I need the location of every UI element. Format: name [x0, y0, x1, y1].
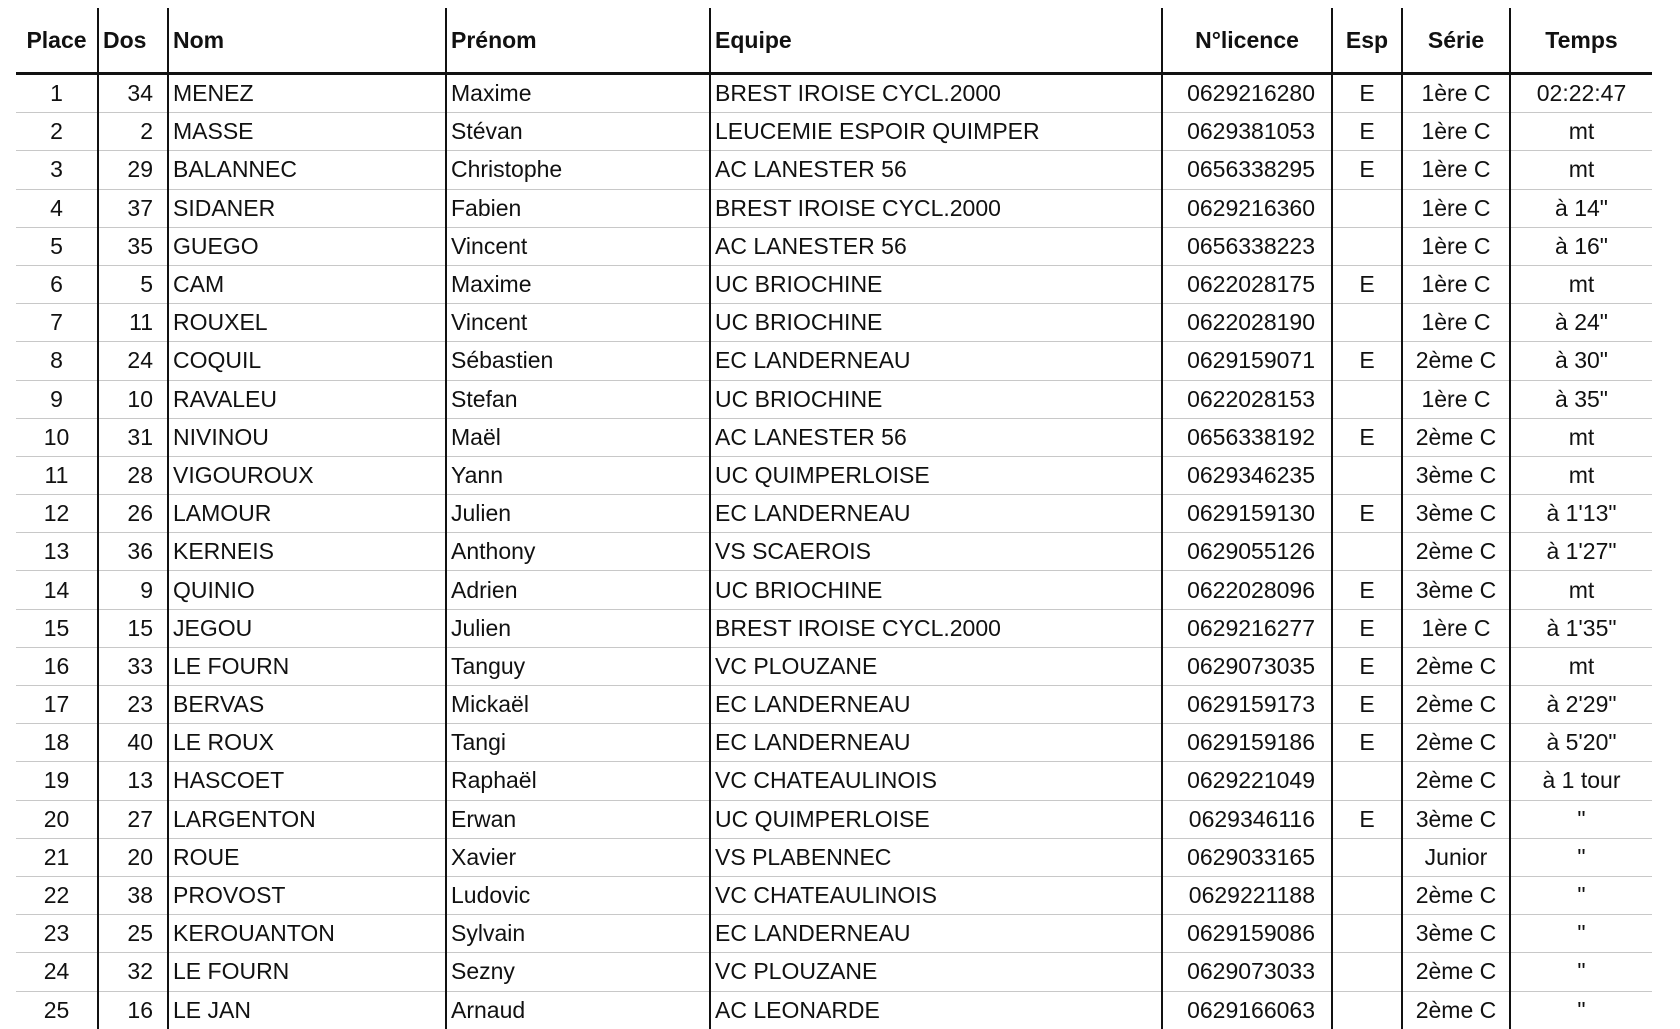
cell-dos: 29: [98, 151, 168, 189]
cell-prenom: Raphaël: [446, 762, 710, 800]
cell-serie: 2ème C: [1402, 342, 1510, 380]
cell-serie: 2ème C: [1402, 533, 1510, 571]
cell-esp: [1332, 762, 1402, 800]
cell-prenom: Sylvain: [446, 915, 710, 953]
table-row: [16, 74, 1652, 113]
cell-temps: ": [1510, 838, 1652, 876]
cell-nom: MASSE: [168, 113, 446, 151]
cell-prenom: Vincent: [446, 227, 710, 265]
cell-serie: 1ère C: [1402, 609, 1510, 647]
cell-prenom: Sébastien: [446, 342, 710, 380]
cell-serie: 1ère C: [1402, 227, 1510, 265]
cell-prenom: Erwan: [446, 800, 710, 838]
cell-licence: 0656338223: [1162, 227, 1332, 265]
cell-place: 13: [16, 533, 98, 571]
cell-serie: 2ème C: [1402, 647, 1510, 685]
cell-prenom: Sezny: [446, 953, 710, 991]
cell-serie: 1ère C: [1402, 265, 1510, 303]
cell-nom: CAM: [168, 265, 446, 303]
cell-serie: 2ème C: [1402, 991, 1510, 1029]
cell-esp: [1332, 915, 1402, 953]
cell-equipe: EC LANDERNEAU: [710, 342, 1162, 380]
cell-licence: 0629221049: [1162, 762, 1332, 800]
cell-place: 22: [16, 876, 98, 914]
cell-dos: 10: [98, 380, 168, 418]
cell-licence: 0622028096: [1162, 571, 1332, 609]
cell-dos: 23: [98, 686, 168, 724]
cell-equipe: AC LEONARDE: [710, 991, 1162, 1029]
cell-esp: [1332, 876, 1402, 914]
cell-dos: 27: [98, 800, 168, 838]
cell-equipe: VC PLOUZANE: [710, 953, 1162, 991]
cell-nom: JEGOU: [168, 609, 446, 647]
cell-prenom: Maël: [446, 418, 710, 456]
cell-nom: SIDANER: [168, 189, 446, 227]
cell-temps: ": [1510, 876, 1652, 914]
header-row: [16, 8, 1652, 74]
cell-serie: Junior: [1402, 838, 1510, 876]
cell-place: 10: [16, 418, 98, 456]
cell-nom: QUINIO: [168, 571, 446, 609]
table-row: [16, 456, 1652, 494]
cell-dos: 33: [98, 647, 168, 685]
cell-dos: 38: [98, 876, 168, 914]
cell-esp: E: [1332, 609, 1402, 647]
cell-place: 19: [16, 762, 98, 800]
cell-prenom: Julien: [446, 495, 710, 533]
table-row: [16, 495, 1652, 533]
cell-prenom: Vincent: [446, 304, 710, 342]
cell-temps: à 16": [1510, 227, 1652, 265]
cell-dos: 28: [98, 456, 168, 494]
cell-equipe: UC QUIMPERLOISE: [710, 456, 1162, 494]
cell-licence: 0629221188: [1162, 876, 1332, 914]
cell-temps: mt: [1510, 151, 1652, 189]
cell-serie: 2ème C: [1402, 686, 1510, 724]
table-row: [16, 724, 1652, 762]
cell-esp: [1332, 533, 1402, 571]
cell-licence: 0622028175: [1162, 265, 1332, 303]
cell-nom: ROUE: [168, 838, 446, 876]
cell-esp: E: [1332, 647, 1402, 685]
cell-prenom: Mickaël: [446, 686, 710, 724]
cell-place: 4: [16, 189, 98, 227]
cell-dos: 31: [98, 418, 168, 456]
cell-temps: mt: [1510, 113, 1652, 151]
cell-licence: 0622028190: [1162, 304, 1332, 342]
cell-prenom: Stévan: [446, 113, 710, 151]
cell-dos: 2: [98, 113, 168, 151]
cell-equipe: EC LANDERNEAU: [710, 686, 1162, 724]
cell-dos: 20: [98, 838, 168, 876]
cell-temps: mt: [1510, 571, 1652, 609]
table-row: [16, 113, 1652, 151]
table-row: [16, 571, 1652, 609]
cell-serie: 1ère C: [1402, 151, 1510, 189]
cell-temps: à 35": [1510, 380, 1652, 418]
cell-prenom: Julien: [446, 609, 710, 647]
cell-prenom: Yann: [446, 456, 710, 494]
table-row: [16, 915, 1652, 953]
cell-esp: [1332, 953, 1402, 991]
cell-prenom: Christophe: [446, 151, 710, 189]
cell-temps: à 14": [1510, 189, 1652, 227]
cell-nom: LE FOURN: [168, 647, 446, 685]
cell-nom: LE ROUX: [168, 724, 446, 762]
cell-nom: GUEGO: [168, 227, 446, 265]
cell-serie: 2ème C: [1402, 418, 1510, 456]
cell-licence: 0656338192: [1162, 418, 1332, 456]
cell-dos: 32: [98, 953, 168, 991]
cell-licence: 0629159071: [1162, 342, 1332, 380]
cell-esp: E: [1332, 74, 1402, 113]
cell-licence: 0629159086: [1162, 915, 1332, 953]
cell-temps: à 1'27": [1510, 533, 1652, 571]
cell-dos: 9: [98, 571, 168, 609]
table-row: [16, 533, 1652, 571]
cell-equipe: BREST IROISE CYCL.2000: [710, 609, 1162, 647]
cell-serie: 1ère C: [1402, 380, 1510, 418]
cell-prenom: Fabien: [446, 189, 710, 227]
cell-licence: 0629033165: [1162, 838, 1332, 876]
cell-equipe: LEUCEMIE ESPOIR QUIMPER: [710, 113, 1162, 151]
cell-esp: E: [1332, 265, 1402, 303]
results-table: [16, 8, 1652, 1029]
table-row: [16, 189, 1652, 227]
cell-esp: E: [1332, 800, 1402, 838]
cell-place: 11: [16, 456, 98, 494]
cell-serie: 3ème C: [1402, 495, 1510, 533]
cell-nom: MENEZ: [168, 74, 446, 113]
cell-esp: E: [1332, 686, 1402, 724]
cell-esp: [1332, 304, 1402, 342]
cell-place: 21: [16, 838, 98, 876]
cell-place: 1: [16, 74, 98, 113]
table-row: [16, 342, 1652, 380]
cell-equipe: EC LANDERNEAU: [710, 915, 1162, 953]
cell-place: 7: [16, 304, 98, 342]
cell-place: 25: [43, 996, 70, 1023]
cell-prenom: Tanguy: [446, 647, 710, 685]
header-esp: Esp: [1332, 8, 1402, 74]
cell-licence: 0629216360: [1162, 189, 1332, 227]
cell-temps: 02:22:47: [1510, 74, 1652, 113]
cell-dos: 16: [98, 991, 168, 1029]
cell-prenom: Anthony: [446, 533, 710, 571]
cell-esp: [1332, 838, 1402, 876]
cell-esp: [1332, 227, 1402, 265]
cell-prenom: Stefan: [446, 380, 710, 418]
cell-prenom: Tangi: [446, 724, 710, 762]
cell-equipe: BREST IROISE CYCL.2000: [710, 189, 1162, 227]
table-row: [16, 418, 1652, 456]
cell-licence: 0656338295: [1162, 151, 1332, 189]
cell-temps: à 30": [1510, 342, 1652, 380]
cell-serie: 3ème C: [1402, 571, 1510, 609]
header-serie: Série: [1402, 8, 1510, 74]
cell-place: 14: [16, 571, 98, 609]
cell-serie: 2ème C: [1402, 762, 1510, 800]
cell-prenom: Maxime: [446, 265, 710, 303]
cell-temps: à 1'35": [1510, 609, 1652, 647]
header-prenom: Prénom: [446, 8, 710, 74]
cell-temps: mt: [1510, 265, 1652, 303]
cell-place: 5: [16, 227, 98, 265]
cell-nom: LAMOUR: [168, 495, 446, 533]
cell-serie: 1ère C: [1402, 113, 1510, 151]
table-row: [16, 151, 1652, 189]
cell-equipe: VC CHATEAULINOIS: [710, 876, 1162, 914]
cell-temps: ": [1510, 991, 1652, 1029]
cell-serie: 2ème C: [1402, 953, 1510, 991]
cell-licence: 0629346116: [1162, 800, 1332, 838]
cell-equipe: VS PLABENNEC: [710, 838, 1162, 876]
cell-prenom: Xavier: [446, 838, 710, 876]
cell-temps: mt: [1510, 418, 1652, 456]
cell-place: 24: [16, 953, 98, 991]
cell-place: 23: [16, 915, 98, 953]
cell-dos: 35: [98, 227, 168, 265]
cell-licence: 0629055126: [1162, 533, 1332, 571]
table-row: [16, 647, 1652, 685]
cell-dos: 26: [98, 495, 168, 533]
cell-licence: 0629166063: [1162, 991, 1332, 1029]
cell-prenom: Arnaud: [446, 991, 710, 1029]
cell-nom: HASCOET: [168, 762, 446, 800]
cell-dos: 11: [98, 304, 168, 342]
cell-dos: 36: [98, 533, 168, 571]
cell-serie: 3ème C: [1402, 456, 1510, 494]
cell-nom: LARGENTON: [168, 800, 446, 838]
cell-nom: ROUXEL: [168, 304, 446, 342]
cell-equipe: AC LANESTER 56: [710, 227, 1162, 265]
cell-licence: 0629159130: [1162, 495, 1332, 533]
table-row: [16, 762, 1652, 800]
cell-esp: E: [1332, 342, 1402, 380]
cell-equipe: VC PLOUZANE: [710, 647, 1162, 685]
cell-nom: PROVOST: [168, 876, 446, 914]
table-row: [16, 304, 1652, 342]
cell-nom: KERNEIS: [168, 533, 446, 571]
cell-place: 15: [16, 609, 98, 647]
cell-place: 9: [16, 380, 98, 418]
cell-dos: 25: [98, 915, 168, 953]
cell-dos: 5: [98, 265, 168, 303]
cell-dos: 13: [98, 762, 168, 800]
cell-licence: 0629073035: [1162, 647, 1332, 685]
cell-nom: VIGOUROUX: [168, 456, 446, 494]
cell-licence: 0629346235: [1162, 456, 1332, 494]
cell-temps: à 2'29": [1510, 686, 1652, 724]
cell-dos: 40: [98, 724, 168, 762]
cell-equipe: EC LANDERNEAU: [710, 495, 1162, 533]
cell-equipe: UC QUIMPERLOISE: [710, 800, 1162, 838]
cell-esp: E: [1332, 724, 1402, 762]
header-dos: Dos: [98, 8, 168, 74]
cell-place: 6: [16, 265, 98, 303]
cell-licence: 0629073033: [1162, 953, 1332, 991]
cell-nom: LE JAN: [168, 991, 446, 1029]
table-row: [16, 265, 1652, 303]
table-row: [16, 953, 1652, 991]
cell-esp: [1332, 380, 1402, 418]
cell-place: 17: [16, 686, 98, 724]
cell-equipe: UC BRIOCHINE: [710, 380, 1162, 418]
cell-place: 8: [16, 342, 98, 380]
cell-equipe: VS SCAEROIS: [710, 533, 1162, 571]
cell-licence: 0629216277: [1162, 609, 1332, 647]
cell-equipe: BREST IROISE CYCL.2000: [710, 74, 1162, 113]
cell-esp: E: [1332, 113, 1402, 151]
cell-esp: E: [1332, 418, 1402, 456]
cell-licence: 0629159186: [1162, 724, 1332, 762]
cell-place: 2: [16, 113, 98, 151]
cell-serie: 3ème C: [1402, 915, 1510, 953]
table-row: [16, 609, 1652, 647]
table-row: [16, 686, 1652, 724]
cell-equipe: UC BRIOCHINE: [710, 571, 1162, 609]
cell-serie: 1ère C: [1402, 189, 1510, 227]
cell-place: 16: [16, 647, 98, 685]
header-licence: N°licence: [1162, 8, 1332, 74]
cell-prenom: Ludovic: [446, 876, 710, 914]
cell-prenom: Adrien: [446, 571, 710, 609]
cell-equipe: UC BRIOCHINE: [710, 304, 1162, 342]
table-row: [16, 380, 1652, 418]
cell-serie: 1ère C: [1402, 304, 1510, 342]
cell-esp: [1332, 456, 1402, 494]
cell-dos: 34: [98, 74, 168, 113]
cell-equipe: VC CHATEAULINOIS: [710, 762, 1162, 800]
header-place: Place: [16, 8, 98, 74]
cell-esp: E: [1332, 495, 1402, 533]
cell-nom: BERVAS: [168, 686, 446, 724]
cell-temps: à 1'13": [1510, 495, 1652, 533]
cell-equipe: AC LANESTER 56: [710, 418, 1162, 456]
cell-licence: 0629381053: [1162, 113, 1332, 151]
cell-equipe: EC LANDERNEAU: [710, 724, 1162, 762]
cell-nom: COQUIL: [168, 342, 446, 380]
cell-esp: E: [1332, 151, 1402, 189]
cell-temps: à 5'20": [1510, 724, 1652, 762]
cell-place: 18: [16, 724, 98, 762]
cell-temps: ": [1510, 915, 1652, 953]
header-equipe: Equipe: [710, 8, 1162, 74]
cell-esp: [1332, 189, 1402, 227]
cell-place: 20: [16, 800, 98, 838]
cell-dos: 37: [98, 189, 168, 227]
table-row: [16, 227, 1652, 265]
cell-licence: 0622028153: [1162, 380, 1332, 418]
cell-serie: 1ère C: [1402, 74, 1510, 113]
cell-serie: 2ème C: [1402, 876, 1510, 914]
table-row: [16, 991, 1652, 1029]
cell-prenom: Maxime: [446, 74, 710, 113]
cell-equipe: UC BRIOCHINE: [710, 265, 1162, 303]
cell-temps: à 1 tour: [1510, 762, 1652, 800]
cell-esp: E: [1332, 571, 1402, 609]
cell-nom: NIVINOU: [168, 418, 446, 456]
cell-nom: KEROUANTON: [168, 915, 446, 953]
cell-nom: BALANNEC: [168, 151, 446, 189]
table-row: [16, 800, 1652, 838]
cell-equipe: AC LANESTER 56: [710, 151, 1162, 189]
cell-temps: ": [1510, 800, 1652, 838]
header-nom: Nom: [168, 8, 446, 74]
cell-esp: [1332, 991, 1402, 1029]
cell-place: 12: [16, 495, 98, 533]
cell-licence: 0629216280: [1162, 74, 1332, 113]
table-row: [16, 838, 1652, 876]
cell-serie: 3ème C: [1402, 800, 1510, 838]
cell-temps: ": [1510, 953, 1652, 991]
cell-nom: LE FOURN: [168, 953, 446, 991]
cell-temps: mt: [1510, 456, 1652, 494]
table-row: [16, 876, 1652, 914]
cell-place: 3: [16, 151, 98, 189]
cell-licence: 0629159173: [1162, 686, 1332, 724]
cell-temps: mt: [1510, 647, 1652, 685]
header-temps: Temps: [1510, 8, 1652, 74]
cell-temps: à 24": [1510, 304, 1652, 342]
cell-serie: 2ème C: [1402, 724, 1510, 762]
cell-dos: 24: [98, 342, 168, 380]
cell-nom: RAVALEU: [168, 380, 446, 418]
cell-dos: 15: [98, 609, 168, 647]
